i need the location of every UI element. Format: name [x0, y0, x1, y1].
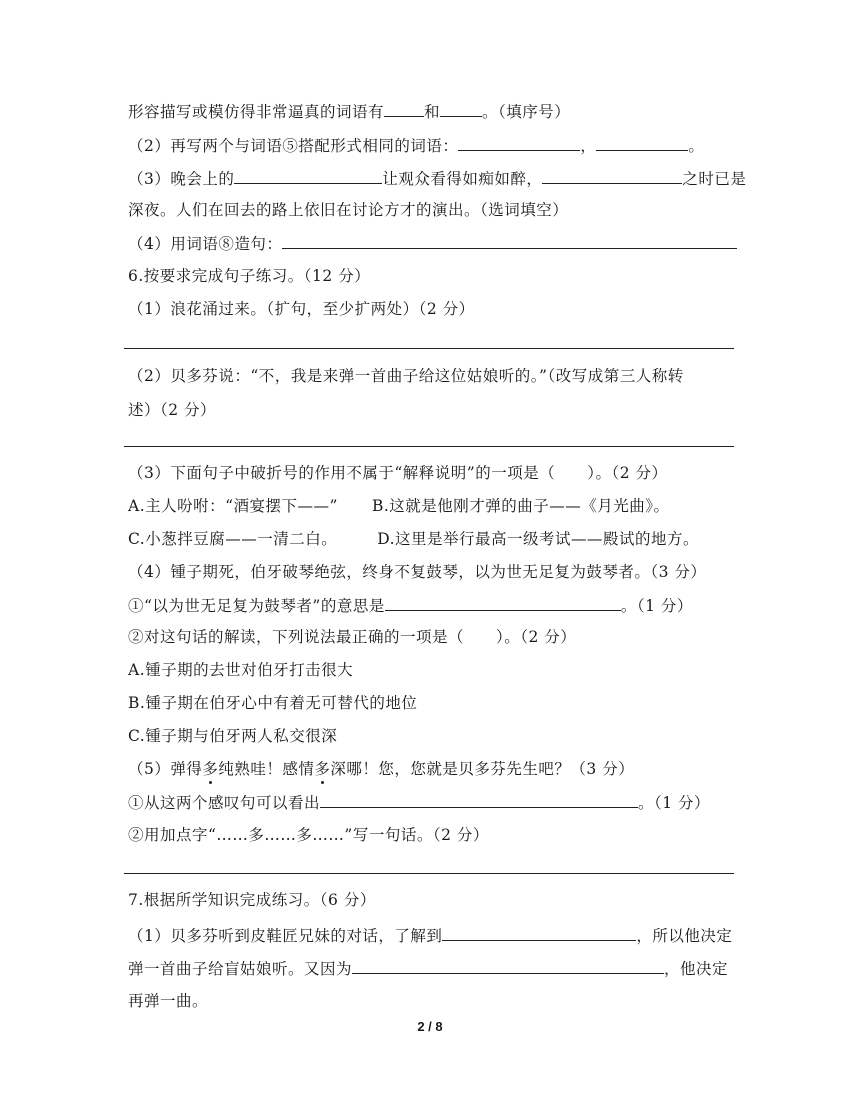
q6-s4-option-b: B.锺子期在伯牙心中有着无可替代的地位	[128, 694, 418, 712]
q6-s4-option-c: C.锺子期与伯牙两人私交很深	[128, 727, 338, 745]
answer-blank[interactable]	[458, 135, 580, 151]
q6-heading: 6.按要求完成句子练习。（12 分）	[128, 267, 371, 285]
q5-sub3-cont: 深夜。人们在回去的路上依旧在讨论方才的演出。（选词填空）	[128, 201, 569, 219]
q7-l2	[128, 958, 728, 979]
answer-blank[interactable]	[384, 101, 424, 117]
q7-text: 弹一首曲子给盲姑娘听。又因为	[128, 960, 353, 978]
emphasis-dot-char: 多	[202, 760, 219, 778]
emphasis-dot-char: 多	[314, 760, 331, 778]
q6-s5-2: ②用加点字“……多……多……”写一句话。（2 分）	[128, 826, 489, 844]
answer-blank[interactable]	[385, 595, 621, 611]
q6-s3-options-cd	[128, 529, 699, 549]
q5-line1	[128, 101, 570, 122]
q7-text: ，所以他决定	[636, 927, 733, 945]
option-d: D.这里是举行最高一级考试——殿试的地方。	[377, 530, 700, 548]
answer-blank[interactable]	[596, 135, 688, 151]
q7-text: （1）贝多芬听到皮鞋匠兄妹的对话，了解到	[128, 927, 443, 945]
answer-blank[interactable]	[320, 792, 638, 808]
answer-blank[interactable]	[352, 958, 664, 974]
q6-s5	[128, 759, 634, 779]
answer-blank[interactable]	[282, 233, 737, 249]
option-b: B.这就是他刚才弹的曲子——《月光曲》。	[371, 497, 670, 515]
answer-line[interactable]	[124, 873, 734, 874]
q6-text: 。（1 分）	[620, 597, 693, 615]
q5-text: （3）晚会上的	[128, 170, 235, 188]
q6-s3-options-ab	[128, 496, 670, 516]
q6-text: （5）弹得	[128, 760, 203, 778]
q6-s5-1	[128, 792, 710, 813]
q6-text: 。（1 分）	[638, 794, 711, 812]
answer-blank[interactable]	[442, 925, 636, 941]
q6-text: 深哪！您，您就是贝多芬先生吧？（3 分）	[330, 760, 635, 778]
q7-l3: 再弹一曲。	[128, 992, 209, 1010]
q5-sub2	[128, 135, 704, 156]
answer-blank[interactable]	[440, 101, 482, 117]
q6-s1: （1）浪花涌过来。（扩句，至少扩两处）（2 分）	[128, 300, 475, 318]
q5-text: 之时已是	[682, 170, 747, 188]
page-number: 2 / 8	[417, 1019, 443, 1034]
q6-text: 纯熟哇！感情	[218, 760, 315, 778]
q7-text: ，他决定	[664, 960, 729, 978]
q6-text: ①从这两个感叹句可以看出	[128, 794, 321, 812]
q5-text: 。	[688, 137, 705, 155]
q5-text: 形容描写或模仿得非常逼真的词语有	[128, 103, 385, 121]
q5-sub3	[128, 168, 746, 189]
q5-text: 让观众看得如痴如醉，	[382, 170, 543, 188]
option-c: C.小葱拌豆腐——一清二白。	[128, 530, 338, 548]
q7-heading: 7.根据所学知识完成练习。（6 分）	[128, 891, 376, 909]
q5-text: （2）再写两个与词语⑤搭配形式相同的词语：	[128, 137, 459, 155]
q5-sub4	[128, 233, 737, 254]
q6-s4-option-a: A.锺子期的去世对伯牙打击很大	[128, 661, 354, 679]
answer-line[interactable]	[124, 348, 734, 349]
q6-text: ①“以为世无足复为鼓琴者”的意思是	[128, 597, 385, 615]
q5-text: 和	[424, 103, 441, 121]
q5-text: （4）用词语⑧造句：	[128, 235, 283, 253]
q6-s4-1	[128, 595, 693, 616]
q6-s2-cont: 述）（2 分）	[128, 401, 217, 419]
q6-s3: （3）下面句子中破折号的作用不属于“解释说明”的一项是（ ）。（2 分）	[128, 464, 668, 482]
q5-text: 。（填序号）	[482, 103, 571, 121]
q6-s2: （2）贝多芬说：“不，我是来弹一首曲子给这位姑娘听的。”（改写成第三人称转	[128, 367, 684, 385]
q6-s4-2: ②对这句话的解读，下列说法最正确的一项是（ ）。（2 分）	[128, 628, 577, 646]
option-a: A.主人吩咐：“酒宴摆下——”	[128, 497, 338, 515]
q7-l1	[128, 925, 732, 946]
answer-blank[interactable]	[234, 168, 382, 184]
answer-blank[interactable]	[542, 168, 682, 184]
q5-text: ，	[580, 137, 597, 155]
q6-s4: （4）锺子期死，伯牙破琴绝弦，终身不复鼓琴，以为世无足复为鼓琴者。（3 分）	[128, 563, 707, 581]
answer-line[interactable]	[124, 446, 734, 447]
